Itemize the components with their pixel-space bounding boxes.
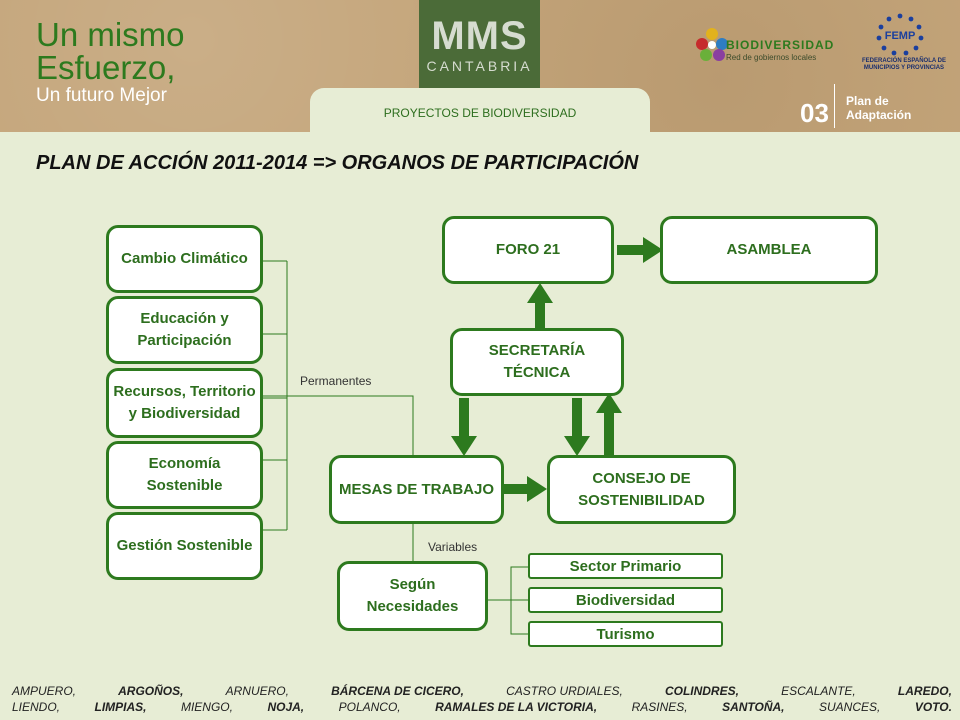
page-title: PLAN DE ACCIÓN 2011-2014 => ORGANOS DE PARTICIPACIÓN	[36, 152, 639, 174]
biodiversidad-logo-subtitle: Red de gobiernos locales	[726, 53, 817, 62]
box-recursos-territorio: Recursos, Territorio y Biodiversidad	[106, 368, 263, 438]
municipality: VOTO.	[914, 700, 952, 714]
box-foro-21: FORO 21	[442, 216, 614, 284]
municipality: ARNUERO,	[225, 684, 289, 698]
plan-label: Plan de Adaptación	[846, 94, 912, 122]
pill-turismo: Turismo	[528, 621, 723, 647]
footer-municipalities	[0, 678, 960, 720]
box-segun-necesidades: Según Necesidades	[337, 561, 488, 631]
box-mesas-de-trabajo: MESAS DE TRABAJO	[329, 455, 504, 524]
municipality: RASINES,	[631, 700, 688, 714]
arrow-secretaria-consejo	[564, 398, 590, 456]
arrow-secretaria-foro	[527, 283, 553, 330]
variables-label: Variables	[428, 540, 478, 554]
municipality: CASTRO URDIALES,	[506, 684, 623, 698]
municipality: POLANCO,	[338, 700, 401, 714]
footer-line2	[12, 698, 952, 716]
mms-logo-sub: CANTABRIA	[426, 58, 533, 74]
pill-biodiversidad: Biodiversidad	[528, 587, 723, 613]
municipality: NOJA,	[267, 700, 305, 714]
box-gestion-sostenible: Gestión Sostenible	[106, 512, 263, 580]
slogan-line1: Un mismo	[36, 16, 185, 53]
municipality: SUANCES,	[818, 700, 881, 714]
box-cambio-climatico: Cambio Climático	[106, 225, 263, 293]
biodiversidad-logo-title: BIODIVERSIDAD	[726, 38, 835, 52]
municipality: COLINDRES,	[664, 684, 739, 698]
municipality: SANTOÑA,	[722, 700, 785, 714]
femp-logo-title: FEMP	[884, 30, 916, 42]
municipality: ESCALANTE,	[781, 684, 856, 698]
box-asamblea: ASAMBLEA	[660, 216, 878, 284]
arrow-secretaria-mesas	[451, 398, 477, 456]
mms-logo-main: MMS	[431, 14, 528, 58]
femp-logo-subtitle: FEDERACIÓN ESPAÑOLA DE MUNICIPIOS Y PROVINCIAS	[861, 58, 946, 71]
municipality: RAMALES DE LA VICTORIA,	[435, 700, 598, 714]
box-secretaria-tecnica: SECRETARÍA TÉCNICA	[450, 328, 624, 396]
municipality: LAREDO,	[897, 684, 952, 698]
section-tab-label: PROYECTOS DE BIODIVERSIDAD	[383, 106, 577, 120]
arrow-consejo-secretaria	[596, 393, 622, 456]
connector-permanentes	[262, 396, 413, 456]
plan-number: 03	[800, 98, 829, 128]
arrow-foro-asamblea	[617, 237, 663, 263]
box-consejo-sostenibilidad: CONSEJO DE SOSTENIBILIDAD	[547, 455, 736, 524]
slogan-line2: Esfuerzo,	[36, 49, 176, 86]
municipality: MIENGO,	[180, 700, 233, 714]
slogan-line3: Un futuro Mejor	[36, 85, 167, 106]
box-educacion-participacion: Educación y Participación	[106, 296, 263, 364]
municipality: ARGOÑOS,	[118, 684, 184, 698]
municipality: LIENDO,	[12, 700, 61, 714]
arrow-mesas-consejo	[504, 476, 547, 502]
pill-sector-primario: Sector Primario	[528, 553, 723, 579]
permanentes-label: Permanentes	[300, 374, 372, 388]
municipality: AMPUERO,	[12, 684, 77, 698]
box-economia-sostenible: Economía Sostenible	[106, 441, 263, 509]
municipality: BÁRCENA DE CICERO,	[331, 684, 464, 698]
municipality: LIMPIAS,	[94, 700, 147, 714]
